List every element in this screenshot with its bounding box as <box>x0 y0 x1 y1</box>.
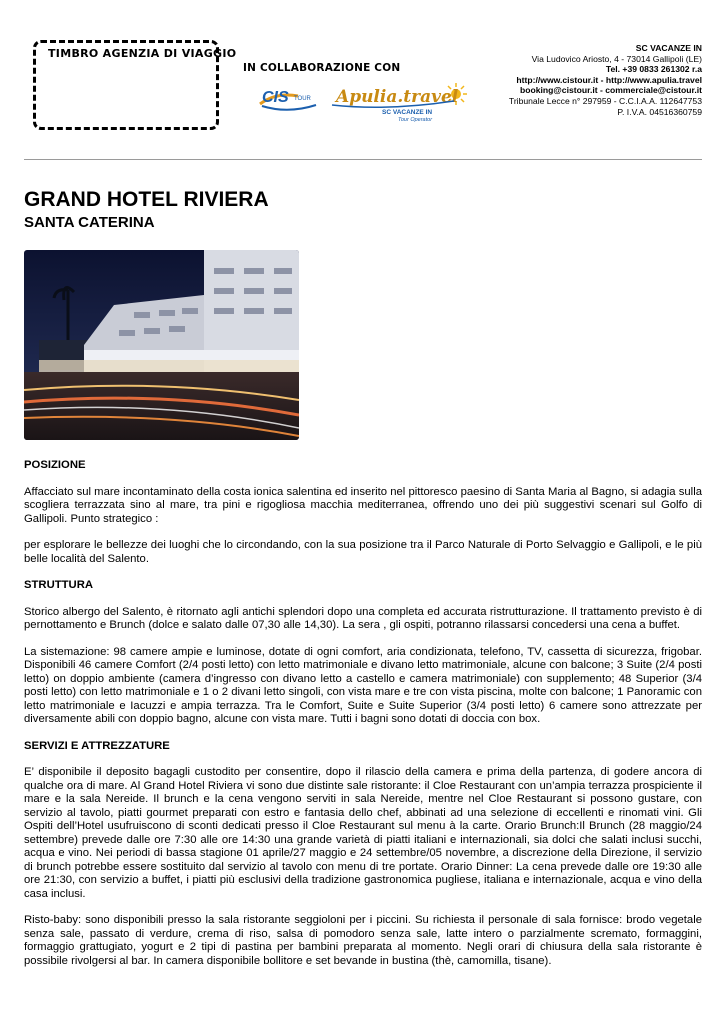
collaboration-label: IN COLLABORAZIONE CON <box>243 62 401 74</box>
section-title-struttura: STRUTTURA <box>24 579 94 591</box>
company-address: Via Ludovico Ariosto, 4 - 73014 Gallipoli (LE) <box>531 53 702 64</box>
section-title-servizi: SERVIZI E ATTREZZATURE <box>24 739 170 752</box>
paragraph: E’ disponibile il deposito bagagli custodito per consentire, dopo il rilascio della camera e prima della partenza, di godere ancora di qualche ora di mare. Al Grand Hotel Riviera vi sono due distinte sale ristorante: il Cloe Restaurant con un’ampia terrazza prospiciente il mare e la sala Nereide. Il brunch e la cena vengono serviti in sala Nereide, mentre nel Cloe Restaurant si possono gustare, con servizio al tavolo, piatti gourmet preparati con estro e fantasia dello chef, abbinati ad una selezione di eccellenti e rinomati vini. Gli Ospiti dell’Hotel usufruiscono di sconti dedicati presso il Cloe Restaurant sul menu à la carte. Orario Brunch:Il Brunch (28 maggio/24 settembre) prevede dalle ore 7:30 alle ore 14:30 una grande varietà di piatti italiani e internazionali, sia dolci che salati inclusi succhi, acqua e vino. Nei periodi di bassa stagione 01 aprile/27 maggio e 24 settembre/05 novembre, a discrezione della Direzione, il servizio di brunch potrebbe essere sostituito dal servizio al tavolo con menu di tre portate. Orario Dinner: La cena prevede dalle ore 19:30 alle ore 21:30, con servizio a buffet, i piatti più esclusivi della tradizione gastronomica pugliese, italiana e internazionale, acqua e vino della casa inclusi. <box>24 766 702 900</box>
partner-logos <box>258 74 468 124</box>
header-divider <box>24 159 702 160</box>
company-phone: Tel. +39 0833 261302 r.a <box>605 64 702 75</box>
apulia-travel-logo <box>332 83 467 123</box>
paragraph: Risto-baby: sono disponibili presso la sala ristorante seggioloni per i piccini. Su richiesta il personale di sala fornisce: brodo vegetale senza sale, passato di verdure, crema di riso, salsa di pomodoro senza sale, latte intero o parzialmente scremato, formaggini, formaggio grattugiato, yogurt e 2 tipi di pastina per bambini preparata al momento. Negli orari di chiusura della sala ristorante è possibile rivolgersi al bar. In camera disponibile bollitore e set bevande in bustina (thè, camomilla, tisane). <box>24 914 702 967</box>
stamp-label: TIMBRO AGENZIA DI VIAGGIO <box>48 47 237 60</box>
apulia-text: Apulia.travel <box>336 87 459 107</box>
paragraph: La sistemazione: 98 camere ampie e luminose, dotate di ogni comfort, aria condizionata, telefono, TV, cassetta di sicurezza, frigobar. Disponibili 46 camere Comfort (2/4 posti letto) con letto matrimoniale e divano letto matrimoniale, alcune con balcone; 3 Suite (2/4 posti letto) on doppio ambiente (camera d’ingresso con divano letto a castello e camera matrimoniale) con supplemento; 48 Superior (3/4 posti letto) con letto matrimoniale e 1 o 2 divani letto singoli, con vista mare e tre con vista piscina, molte con balcone; 1 Panoramic con letto matrimoniale e Iacuzzi e ampia terrazza. Tra le Comfort, Suite e Suite Superior (3/4 posti letto) 6 camere sono attrezzate per diversamente abili con doppio bagno, alcune con vista mare. Tutti i bagni sono dotati di doccia con box. <box>24 645 702 725</box>
company-name: SC VACANZE IN <box>635 43 702 53</box>
tour-operator-text: Tour Operator <box>398 117 433 123</box>
company-registry: Tribunale Lecce n° 297959 - C.C.I.A.A. 112647753 <box>508 95 702 106</box>
company-vat: P. I.V.A. 04516360759 <box>617 106 702 117</box>
hotel-photo <box>24 250 299 440</box>
paragraph: Storico albergo del Salento, è ritornato agli antichi splendori dopo una completa ed accurata ristrutturazione. Il trattamento previsto è di pernottamento e Brunch (dolce e salato dalle 07,30 alle 14,30). La sera , gli ospiti, potranno rilassarsi concedersi una cena a buffet. <box>24 605 702 631</box>
cis-tour-text: TOUR <box>294 96 311 102</box>
paragraph: per esplorare le bellezze dei luoghi che lo circondando, con la sua posizione tra il Parco Naturale di Porto Selvaggio e Gallipoli, e le più belle località del Salento. <box>24 539 702 565</box>
cis-text: CIS <box>262 89 289 106</box>
company-info <box>509 43 702 117</box>
hotel-name: GRAND HOTEL RIVIERA <box>24 188 269 211</box>
description-content <box>24 459 702 981</box>
agency-stamp-box <box>33 40 237 130</box>
company-websites[interactable]: http://www.cistour.it - http://www.apulia.travel <box>516 74 702 85</box>
sc-vacanze-logo-text: SC VACANZE IN <box>382 109 433 116</box>
paragraph: Affacciato sul mare incontaminato della costa ionica salentina ed inserito nel pittoresco paesino di Santa Maria al Bagno, si adagia sulla scogliera terrazzata sino al mare, tra pini e rigogliosa macchia mediterranea, offrendo uno dei più suggestivi scenari sul Golfo di Gallipoli. Punto strategico : <box>24 485 702 525</box>
cistour-logo <box>260 89 316 110</box>
section-title-posizione: POSIZIONE <box>24 459 86 471</box>
company-emails[interactable]: booking@cistour.it - commerciale@cistour.it <box>520 85 702 96</box>
hotel-location: SANTA CATERINA <box>24 214 155 231</box>
